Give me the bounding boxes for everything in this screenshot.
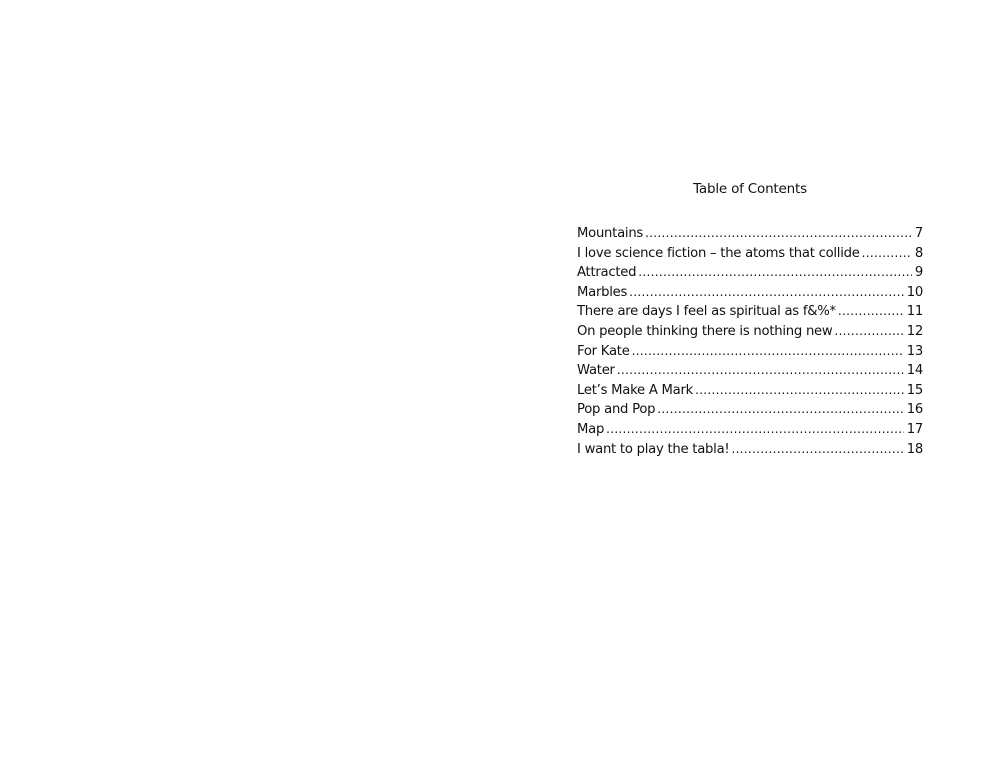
toc-dot-leader [731, 442, 903, 456]
toc-entry [577, 344, 923, 364]
toc-entry-title: Water [577, 363, 615, 379]
toc-page-number: 10 [906, 284, 923, 300]
toc-page-number: 15 [906, 382, 923, 398]
toc-entry-title: I want to play the tabla! [577, 441, 730, 457]
toc-page-number: 11 [906, 304, 923, 320]
toc-entry [577, 363, 923, 383]
right-page [577, 0, 923, 773]
toc-page-number: 14 [906, 363, 923, 379]
toc-entry-title: Marbles [577, 284, 628, 300]
toc-dot-leader [638, 265, 912, 279]
toc-entry [577, 265, 923, 285]
toc-dot-leader [617, 363, 904, 377]
toc-page-number: 18 [906, 441, 923, 457]
toc-entry [577, 226, 923, 246]
toc-page-number: 16 [906, 402, 923, 418]
toc-entry [577, 304, 923, 324]
toc-dot-leader [606, 422, 904, 436]
toc-entry-title: Let’s Make A Mark [577, 382, 694, 398]
toc-page-number: 7 [914, 226, 923, 241]
toc-dot-leader [862, 246, 912, 260]
toc-entry [577, 422, 923, 442]
toc-dot-leader [657, 402, 903, 416]
toc-dot-leader [695, 383, 904, 397]
toc-page-number: 9 [914, 265, 923, 281]
toc-page-number: 17 [906, 421, 923, 437]
toc-entry [577, 246, 923, 266]
toc-dot-leader [632, 344, 904, 358]
toc-page-number: 13 [906, 343, 923, 359]
toc-dot-leader [838, 304, 904, 318]
toc-dot-leader [834, 324, 903, 338]
toc-entry [577, 402, 923, 422]
toc-entry [577, 285, 923, 305]
toc-entry [577, 442, 923, 462]
toc-page-number: 12 [906, 323, 923, 339]
toc-entry-title: Map [577, 421, 605, 437]
toc-dot-leader [629, 285, 904, 299]
toc-entry-title: I love science fiction – the atoms that collide [577, 245, 860, 261]
toc-dot-leader [645, 226, 912, 240]
toc-entry-title: On people thinking there is nothing new [577, 323, 833, 339]
toc-entry-title: For Kate [577, 343, 630, 359]
toc-title: Table of Contents [693, 181, 807, 197]
toc-entry-title: Mountains [577, 226, 644, 241]
toc-entry-title: There are days I feel as spiritual as f&%* [577, 304, 836, 320]
toc-entry [577, 324, 923, 344]
toc-entry [577, 383, 923, 403]
toc-list [577, 226, 923, 461]
toc-page-number: 8 [914, 245, 923, 261]
toc-entry-title: Pop and Pop [577, 402, 656, 418]
toc-entry-title: Attracted [577, 265, 637, 281]
